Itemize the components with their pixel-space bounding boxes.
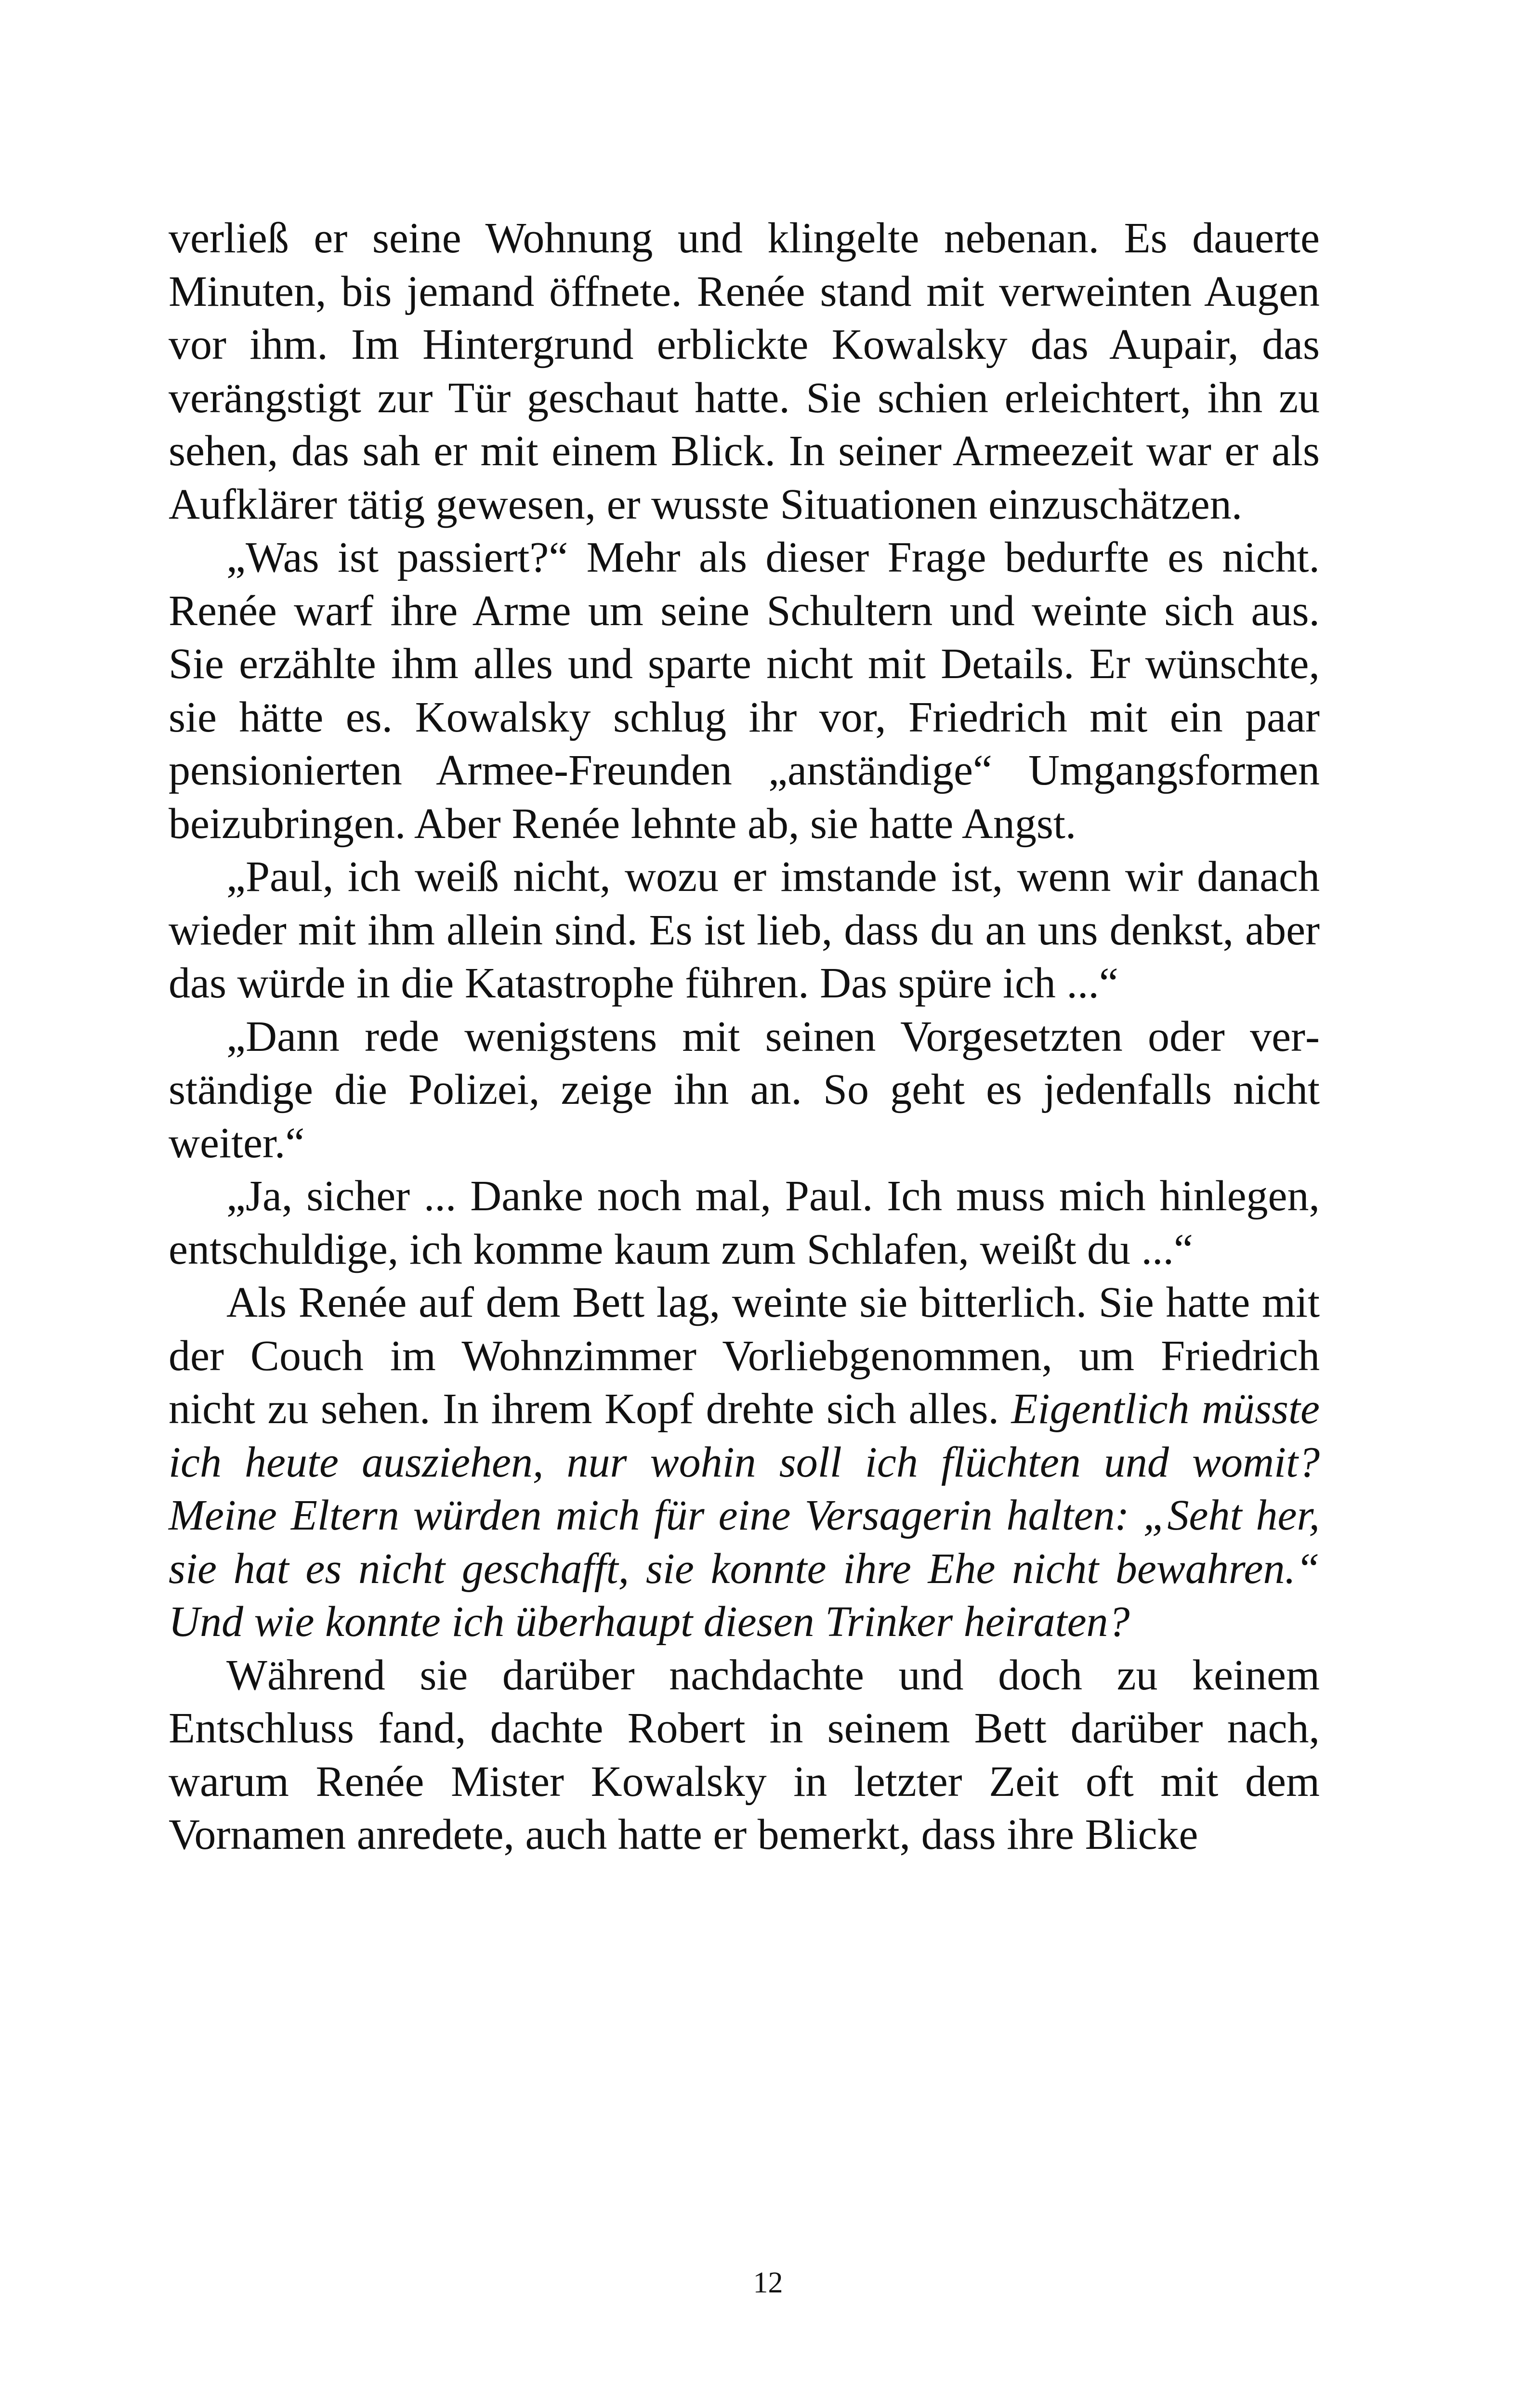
paragraph: [169, 1170, 1320, 1276]
text-run: Als Renée auf dem Bett lag, weinte sie bitterlich. Sie hatte mit der Couch im Wohnzimmer Vorliebgenommen, um Friedrich nicht zu sehen. In ihrem Kopf drehte sich alles.: [169, 1279, 1320, 1433]
paragraph: [169, 851, 1320, 1010]
page-body-text: [169, 212, 1320, 1862]
text-run: „Was ist passiert?“ Mehr als dieser Frage bedurfte es nicht. Renée warf ihre Arme um seine Schultern und weinte sich aus. Sie erzählte ihm alles und sparte nicht mit Details. Er wünschte, sie hätte es. Kowalsky schlug ihr vor, Friedrich mit ein paar pensionierten Armee-Freunden „anständige“ Umgangsformen beizubringen. Aber Renée lehnte ab, sie hatte Angst.: [169, 534, 1320, 848]
paragraph: [169, 1276, 1320, 1649]
paragraph: [169, 1649, 1320, 1862]
text-run: verließ er seine Wohnung und klingelte nebenan. Es dauerte Minuten, bis jemand öffnete. Renée stand mit verweinten Augen vor ihm. Im Hintergrund erblickte Kowalsky das Aupair, das verängstigt zur Tür geschaut hatte. Sie schien erleichtert, ihn zu sehen, das sah er mit einem Blick. In seiner Armeezeit war er als Aufklärer tätig gewesen, er wusste Situationen einzuschätzen.: [169, 214, 1320, 528]
paragraph: [169, 1010, 1320, 1170]
paragraph: [169, 212, 1320, 531]
page-number: 12: [753, 2266, 783, 2299]
text-run: „Paul, ich weiß nicht, wozu er imstande ist, wenn wir danach wieder mit ihm allein sind. Es ist lieb, dass du an uns denkst, aber das würde in die Katastrophe führen. Das spüre ich ...“: [169, 853, 1320, 1007]
paragraph: [169, 531, 1320, 851]
text-run: „Dann rede wenigstens mit seinen Vorgesetzten oder verständige die Polizei, zeige ihn an. So geht es jedenfalls nicht weiter.“: [169, 1012, 1320, 1167]
text-run: Während sie darüber nachdachte und doch zu keinem Entschluss fand, dachte Robert in seinem Bett darüber nach, warum Renée Mister Kowalsky in letzter Zeit oft mit dem Vornamen anredete, auch hatte er bemerkt, dass ihre Blicke: [169, 1651, 1320, 1858]
text-run: „Ja, sicher ... Danke noch mal, Paul. Ich muss mich hinlegen, entschuldige, ich komme kaum zum Schlafen, weißt du ...“: [169, 1172, 1320, 1273]
italic-inner-monologue: Eigentlich müsste ich heute ausziehen, nur wohin soll ich flüchten und womit? Meine Eltern würden mich für eine Versagerin halten: „Seht her, sie hat es nicht geschafft, sie konnte ihre Ehe nicht bewahren.“ Und wie konnte ich überhaupt diesen Trinker heiraten?: [169, 1385, 1320, 1646]
